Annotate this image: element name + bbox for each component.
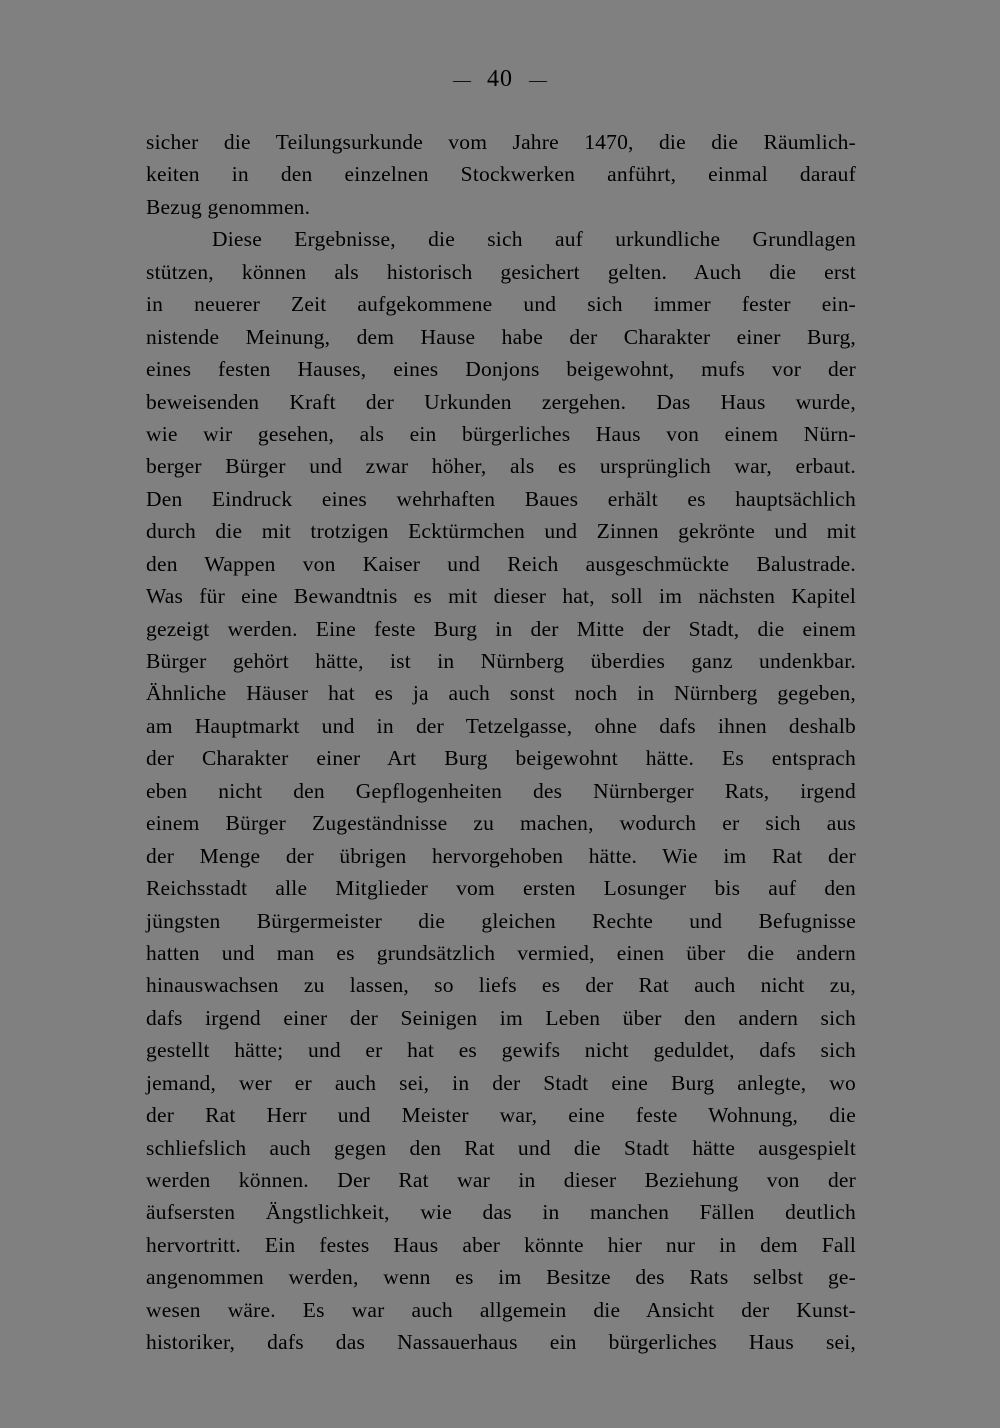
text-line: hatten und man es grundsätzlich vermied, einen über die andern [146, 940, 856, 965]
text-line: schliefslich auch gegen den Rat und die Stadt hätte ausgespielt [146, 1135, 856, 1160]
text-line: sicher die Teilungsurkunde vom Jahre 1470, die die Räumlich- [146, 130, 856, 154]
text-line: stützen, können als historisch gesichert gelten. Auch die erst [146, 259, 856, 284]
text-line: nistende Meinung, dem Hause habe der Charakter einer Burg, [146, 324, 856, 349]
text-line: Den Eindruck eines wehrhaften Baues erhält es hauptsächlich [146, 486, 856, 511]
text-line: jemand, wer er auch sei, in der Stadt eine Burg anlegte, wo [146, 1070, 856, 1095]
text-line: berger Bürger und zwar höher, als es ursprünglich war, erbaut. [146, 454, 856, 479]
text-line: eben nicht den Gepflogenheiten des Nürnberger Rats, irgend [146, 778, 856, 803]
text-line: Ähnliche Häuser hat es ja auch sonst noch in Nürnberg gegeben, [146, 681, 856, 706]
header-dash-right: — [529, 69, 547, 90]
text-line: durch die mit trotzigen Ecktürmchen und Zinnen gekrönte und mit [146, 519, 856, 544]
text-line: am Hauptmarkt und in der Tetzelgasse, ohne dafs ihnen deshalb [146, 713, 856, 738]
text-line: Was für eine Bewandtnis es mit dieser hat, soll im nächsten Kapitel [146, 584, 856, 609]
body-text [146, 126, 856, 1359]
text-line: äufsersten Ängstlichkeit, wie das in manchen Fällen deutlich [146, 1200, 856, 1225]
text-line: werden können. Der Rat war in dieser Beziehung von der [146, 1168, 856, 1192]
text-line: angenommen werden, wenn es im Besitze des Rats selbst ge- [146, 1265, 856, 1290]
text-line: keiten in den einzelnen Stockwerken anführt, einmal darauf [146, 162, 856, 187]
header-dash-left: — [453, 69, 471, 90]
text-line: der Charakter einer Art Burg beigewohnt hätte. Es entsprach [146, 746, 856, 771]
text-line: der Rat Herr und Meister war, eine feste Wohnung, die [146, 1103, 856, 1128]
text-line: wesen wäre. Es war auch allgemein die Ansicht der Kunst- [146, 1297, 856, 1322]
text-line: hinauswachsen zu lassen, so liefs es der Rat auch nicht zu, [146, 973, 856, 998]
text-line: dafs irgend einer der Seinigen im Leben über den andern sich [146, 1005, 856, 1030]
text-line: in neuerer Zeit aufgekommene und sich immer fester ein- [146, 292, 856, 317]
text-line: Diese Ergebnisse, die sich auf urkundliche Grundlagen [212, 227, 856, 252]
text-line: gezeigt werden. Eine feste Burg in der Mitte der Stadt, die einem [146, 616, 856, 641]
text-line: Bezug genommen. [146, 194, 311, 219]
page-number: 40 [487, 66, 513, 92]
page-header [0, 66, 1000, 93]
text-line: Bürger gehört hätte, ist in Nürnberg überdies ganz undenkbar. [146, 649, 856, 673]
text-line: einem Bürger Zugeständnisse zu machen, wodurch er sich aus [146, 811, 856, 836]
text-line: wie wir gesehen, als ein bürgerliches Haus von einem Nürn- [146, 421, 856, 446]
text-line: gestellt hätte; und er hat es gewifs nicht geduldet, dafs sich [146, 1038, 856, 1063]
text-line: Reichsstadt alle Mitglieder vom ersten Losunger bis auf den [146, 876, 856, 901]
text-line: beweisenden Kraft der Urkunden zergehen. Das Haus wurde, [146, 389, 856, 414]
text-line: eines festen Hauses, eines Donjons beigewohnt, mufs vor der [146, 357, 856, 382]
text-line: der Menge der übrigen hervorgehoben hätte. Wie im Rat der [146, 843, 856, 868]
text-line: hervortritt. Ein festes Haus aber könnte hier nur in dem Fall [146, 1232, 856, 1257]
text-line: jüngsten Bürgermeister die gleichen Rechte und Befugnisse [146, 908, 856, 933]
text-line: den Wappen von Kaiser und Reich ausgeschmückte Balustrade. [146, 551, 856, 576]
text-line: historiker, dafs das Nassauerhaus ein bürgerliches Haus sei, [146, 1330, 856, 1355]
